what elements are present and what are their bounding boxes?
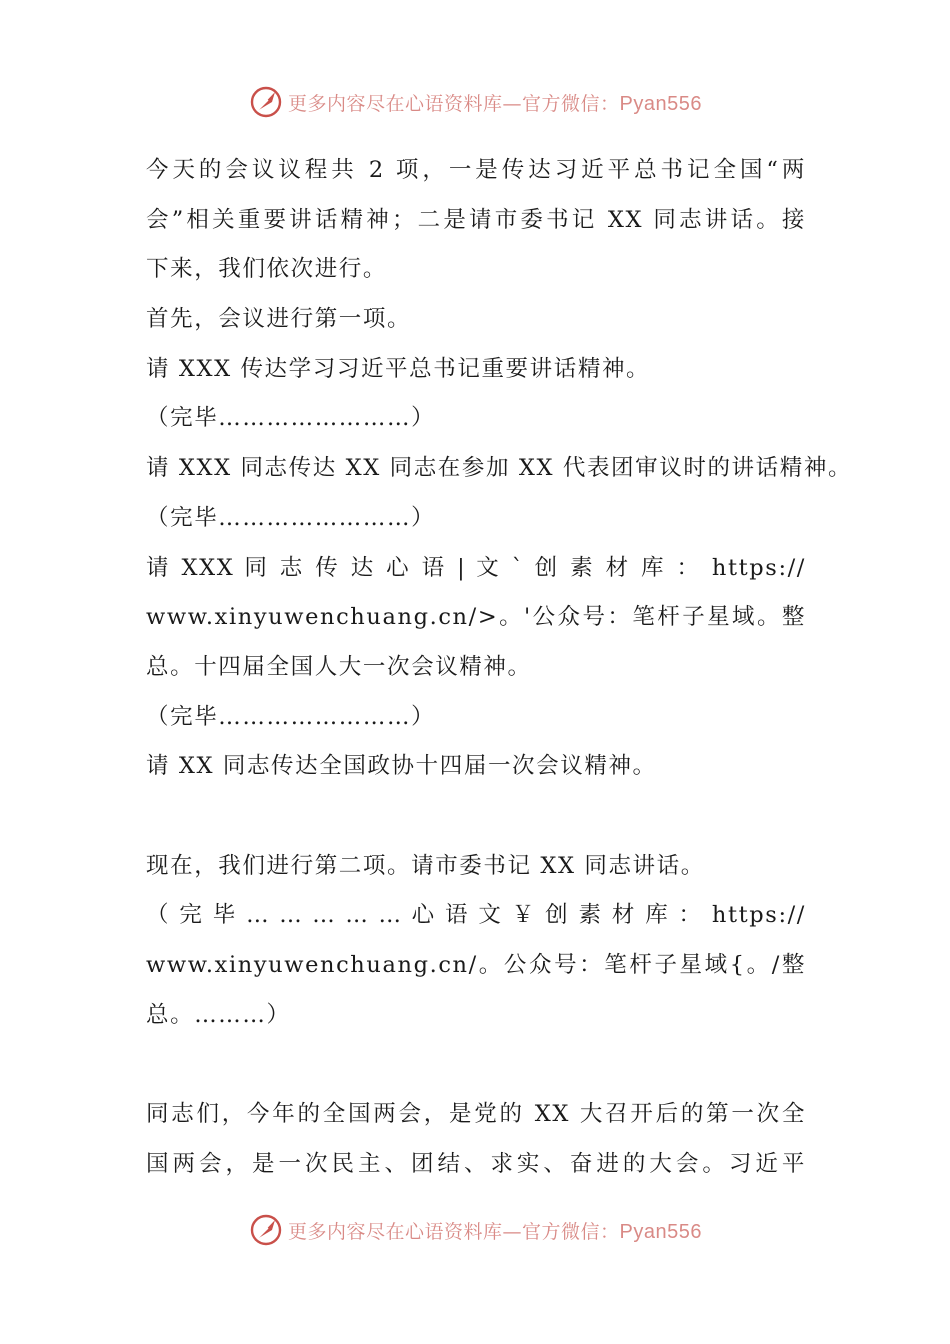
text-line: 请 XXX 同 志 传 达 心 语 | 文 ` 创 素 材 库 ： https://	[146, 554, 806, 581]
text-line: 请 XXX 传达学习习近平总书记重要讲话精神。	[146, 355, 651, 382]
text-line: www.xinyuwenchuang.cn/。公众号：笔杆子星域{。/整	[146, 952, 806, 978]
text-line: 总。………）	[146, 1001, 291, 1028]
text-line: （完毕……………………）	[146, 703, 436, 730]
text-line: 现在，我们进行第二项。请市委书记 XX 同志讲话。	[146, 852, 705, 879]
text-line: 下来，我们依次进行。	[146, 256, 388, 283]
watermark-handle: Pyan556	[619, 92, 702, 115]
watermark-text: 更多内容尽在心语资料库—官方微信：Pyan556	[288, 1220, 702, 1243]
document-body	[146, 146, 853, 1189]
text-line: （完毕……………………）	[146, 504, 436, 531]
footer-watermark	[0, 1208, 950, 1252]
text-line: 请 XX 同志传达全国政协十四届一次会议精神。	[146, 753, 657, 780]
text-line: 今天的会议议程共 2 项，一是传达习近平总书记全国“两	[146, 157, 806, 183]
quill-logo-icon	[248, 1212, 284, 1248]
text-line: 首先，会议进行第一项。	[146, 306, 412, 333]
text-line: 国两会，是一次民主、团结、求实、奋进的大会。习近平	[146, 1150, 806, 1177]
text-line: 总。十四届全国人大一次会议精神。	[146, 653, 532, 680]
watermark-text: 更多内容尽在心语资料库—官方微信：Pyan556	[288, 92, 702, 115]
text-line: 会”相关重要讲话精神；二是请市委书记 XX 同志讲话。接	[146, 206, 806, 233]
text-line: 同志们，今年的全国两会，是党的 XX 大召开后的第一次全	[146, 1101, 806, 1128]
text-line: www.xinyuwenchuang.cn/>。'公众号：笔杆子星域。整	[146, 604, 806, 631]
blank-line	[146, 1040, 806, 1090]
header-watermark	[0, 80, 950, 124]
watermark-handle: Pyan556	[619, 1220, 702, 1243]
text-line: （完毕……………………）	[146, 405, 436, 432]
blank-line	[146, 792, 806, 842]
text-line: 请 XXX 同志传达 XX 同志在参加 XX 代表团审议时的讲话精神。	[146, 455, 853, 482]
quill-logo-icon	[248, 84, 284, 120]
text-line: （ 完 毕 … … … … … 心 语 文 ￥ 创 素 材 库 ： https://	[146, 902, 806, 929]
